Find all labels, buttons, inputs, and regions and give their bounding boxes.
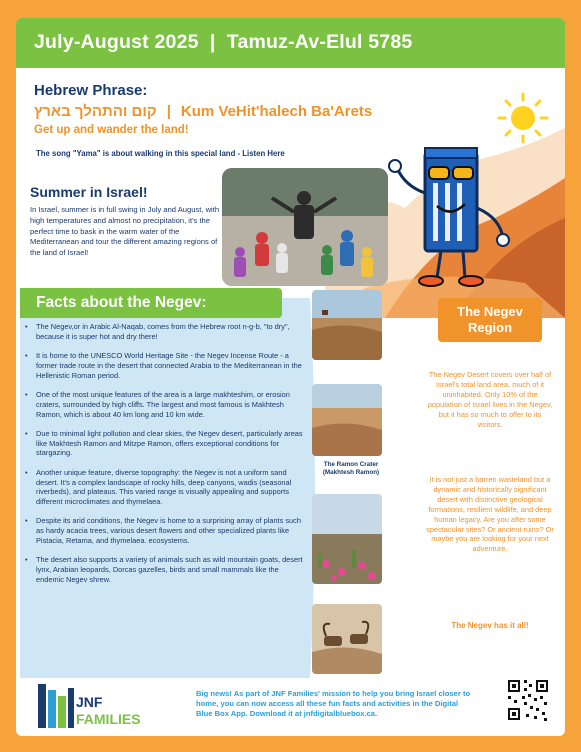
logo-jnf: JNF <box>76 694 103 710</box>
crater-ibex-photo <box>312 290 382 360</box>
fact-item: • Another unique feature, diverse topography: the Negev is not a uniform sand desert. It's a complex landscape of rocky hills, deep canyons, wadis (seasonal riverbeds), and plateaus. This varied range is visually appealing and supports different microclimates and thymelaea. <box>24 468 306 507</box>
negev-card-title <box>438 298 542 342</box>
phrase-line <box>34 103 372 120</box>
fact-item: • The desert also supports a variety of animals such as wild mountain goats, desert lynx, Arabian leopards, Dorcas gazelles, birds and small mammals like the endemic Negev shrew. <box>24 555 306 584</box>
phrase-separator: | <box>166 103 171 120</box>
banner-title: July-August 2025 | Tamuz-Av-Elul 5785 <box>34 31 413 53</box>
listen-here-link[interactable]: Listen Here <box>242 149 285 158</box>
fact-item: • The Negev,or in Arabic Al-Naqab, comes from the Hebrew root n-g-b, "to dry", because it is super hot and dry there! <box>24 322 306 342</box>
summer-title: Summer in Israel! <box>30 184 148 200</box>
fact-item: • One of the most unique features of the area is a large makhteshim, or erosion craters, surrounded by high cliffs. The largest and most famous is Makhtesh Ramon, which is about 40 km long and 10 km wide. <box>24 390 306 419</box>
negev-title-line1: The Negev <box>457 304 523 319</box>
footer-announcement: Big news! As part of JNF Families' mission to help you bring Israel closer to home, you can now access all these fun facts and activities in the Digital Blue Box App. Download it at jnfdigitalbluebox.ca. <box>196 689 471 718</box>
facts-heading: Facts about the Negev: <box>20 288 282 318</box>
song-text: The song "Yama" is about walking in this special land - <box>36 149 243 158</box>
caption-line1: The Ramon Crater <box>323 461 379 468</box>
fact-item: • Due to minimal light pollution and clear skies, the Negev desert, particularly areas like Makhtesh Ramon and Mitzpe Ramon, offers exceptional conditions for stargazing. <box>24 429 306 458</box>
mountain-goats-photo <box>312 604 382 674</box>
phrase-translation: Get up and wander the land! <box>34 124 189 136</box>
caption-line2: (Makhtesh Ramon) <box>322 469 380 476</box>
summer-text: In Israel, summer is in full swing in July and August, with high temperatures and almost no precipitation, it's the perfect time to bask in the warm water of the Mediterranean and tour the different amazing regions of the land of Israel! <box>30 205 220 258</box>
date-banner <box>16 18 565 68</box>
crater-caption <box>312 461 390 477</box>
facts-list <box>24 322 306 594</box>
negev-para1: The Negev Desert covers over half of Israel's total land area, much of it uninhabited. Only 10% of the population of Israel lives in the Negev, but it has so much to offer to its visitors. <box>427 370 553 429</box>
negev-para2: It is not just a barren wasteland but a dynamic and historically significant desert with distinctive geological formations, resilient wildlife, and deep human legacy. Are you after some spectacular sites? Or ancient ruins? Or maybe you are looking for your next adventure. <box>426 475 554 554</box>
phrase-heading: Hebrew Phrase: <box>34 82 148 99</box>
negev-closing: The Negev has it all! <box>451 621 529 630</box>
song-note <box>36 149 285 158</box>
fact-item: • Despite its arid conditions, the Negev is home to a surprising array of plants such as hardy acacia trees, various desert flowers and other specialized plants like Pistacia, Retama, and thymelaea. ecosystems. <box>24 516 306 545</box>
negev-title-line2: Region <box>467 320 513 335</box>
newsletter-sheet <box>16 18 565 736</box>
desert-flowers-photo <box>312 494 382 584</box>
logo-families: FAMILIES <box>76 711 141 727</box>
sun-icon <box>499 94 547 142</box>
fact-item: • It is home to the UNESCO World Heritage Site - the Negev Incense Route - a former trade route in the desert that connected Arabia to the Mediterranean in the Hellenistic Roman period. <box>24 351 306 380</box>
ramon-crater-photo <box>312 384 382 456</box>
summer-dancing-photo <box>222 168 388 286</box>
qr-code-icon[interactable] <box>506 678 550 722</box>
phrase-hebrew: קום והתהלך בארץ <box>34 103 157 120</box>
summer-section <box>30 184 222 304</box>
phrase-transliteration: Kum VeHit'halech Ba'Arets <box>180 103 373 120</box>
negev-region-card <box>426 298 554 628</box>
